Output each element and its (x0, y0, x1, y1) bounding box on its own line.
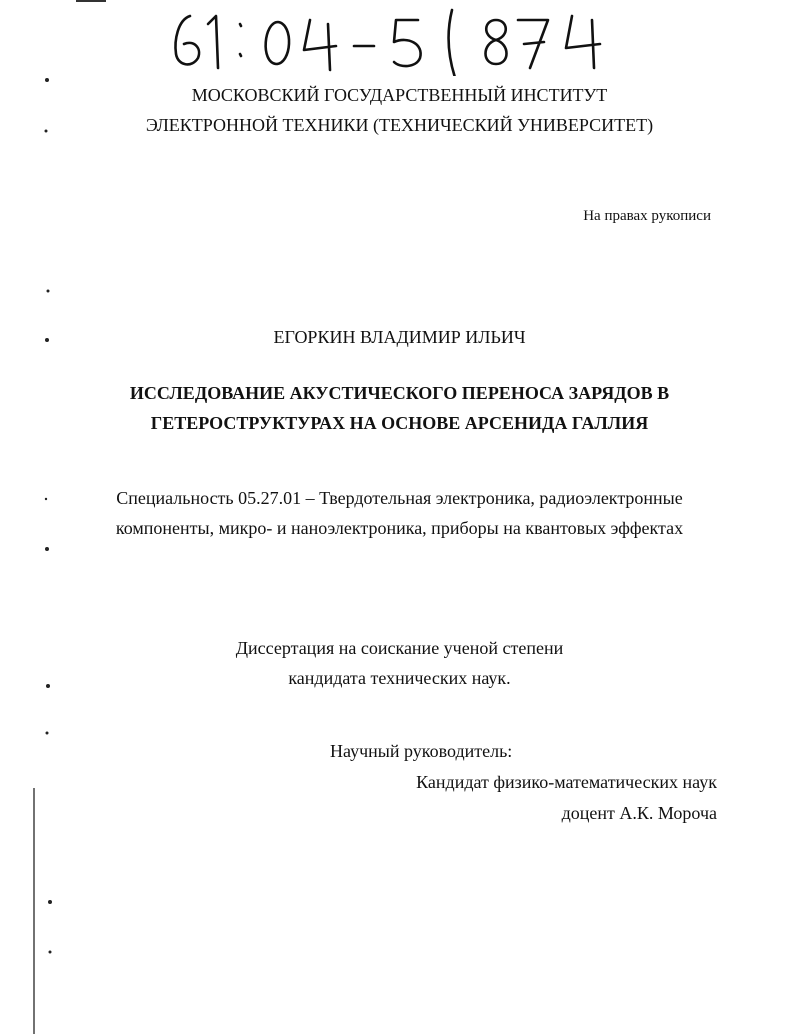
handwritten-archive-code (168, 6, 608, 76)
author-name: ЕГОРКИН ВЛАДИМИР ИЛЬИЧ (273, 327, 526, 347)
institute-line-2: ЭЛЕКТРОННОЙ ТЕХНИКИ (ТЕХНИЧЕСКИЙ УНИВЕРСИТЕТ) (145, 115, 654, 135)
specialty-line-2: компоненты, микро- и наноэлектроника, приборы на квантовых эффектах (115, 518, 684, 538)
degree-line-2: кандидата технических наук. (288, 668, 511, 688)
specialty-line-1: Специальность 05.27.01 – Твердотельная электроника, радиоэлектронные (116, 488, 683, 508)
supervisor-degree: Кандидат физико-математических наук (416, 772, 717, 792)
institute-line-1: МОСКОВСКИЙ ГОСУДАРСТВЕННЫЙ ИНСТИТУТ (191, 85, 608, 105)
degree-line-1: Диссертация на соискание ученой степени (235, 638, 564, 658)
manuscript-note: На правах рукописи (583, 208, 711, 224)
supervisor-name: доцент А.К. Мороча (561, 803, 717, 823)
supervisor-label: Научный руководитель: (330, 741, 513, 761)
dissertation-title-line-1: ИССЛЕДОВАНИЕ АКУСТИЧЕСКОГО ПЕРЕНОСА ЗАРЯДОВ В (129, 383, 670, 403)
dissertation-title-line-2: ГЕТЕРОСТРУКТУРАХ НА ОСНОВЕ АРСЕНИДА ГАЛЛИЯ (150, 413, 649, 433)
